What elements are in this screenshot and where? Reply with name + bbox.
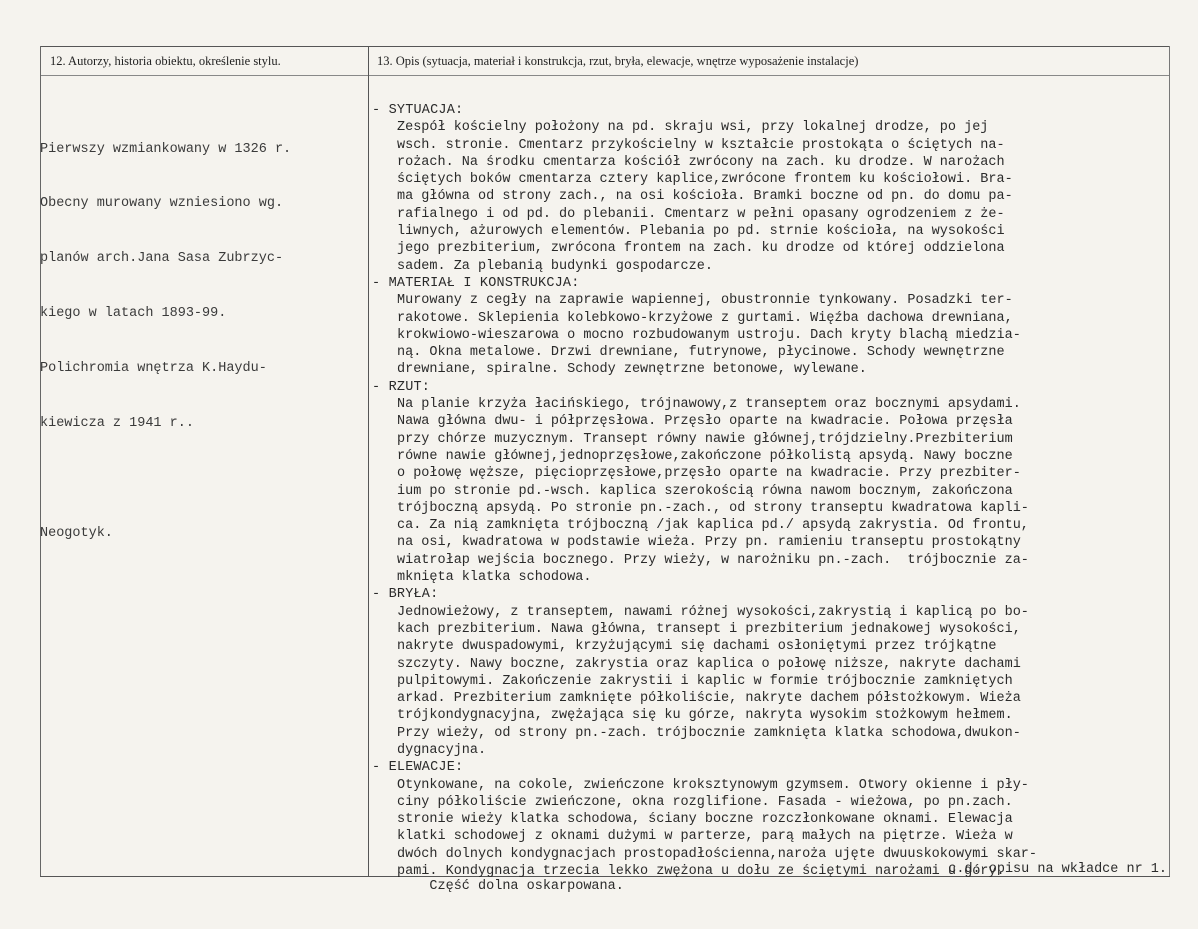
section-line: Jednowieżowy, z transeptem, nawami różnej wysokości,zakrystią i kaplicą po bo- xyxy=(397,604,1029,620)
section-line: równe nawie głównej,jednoprzęsłowe,zakończone półkolistą apsydą. Nawy boczne xyxy=(397,448,1013,464)
section-line: dygnacyjna. xyxy=(397,742,487,758)
field-12-header: 12. Autorzy, historia obiektu, określenie stylu. xyxy=(50,54,281,68)
section-line: wiatrołap wejścia bocznego. Przy wieży, w narożniku pn.-zach. trójbocznie za- xyxy=(397,552,1029,568)
footer-last-line: Część dolna oskarpowana. xyxy=(429,879,624,894)
section-line: arkad. Prezbiterium zamknięte półkoliście, nakryte dachem półstożkowym. Wieża xyxy=(397,691,1021,707)
section-line: Zespół kościelny położony na pd. skraju wsi, przy lokalnej drodze, po jej xyxy=(397,120,989,136)
section-line: rafialnego i od pd. do plebanii. Cmentarz w pełni opasany ogrodzeniem z że- xyxy=(397,206,1005,222)
spacer xyxy=(40,470,362,488)
section-line: ium po stronie pd.-wsch. kaplica szerokością równa nawom bocznym, zakończona xyxy=(397,483,1013,499)
footer xyxy=(397,861,1167,929)
history-line: kiego w latach 1893-99. xyxy=(40,306,227,322)
section-line: klatki schodowej z oknami dużymi w parterze, parą małych na piętrze. Wieża w xyxy=(397,829,1013,845)
field-13-header: 13. Opis (sytuacja, materiał i konstrukcja, rzut, bryła, elewacje, wnętrze wyposażenie instalacje) xyxy=(377,54,859,68)
history-line: planów arch.Jana Sasa Zubrzyc- xyxy=(40,251,284,267)
section-line: kach prezbiterium. Nawa główna, transept i prezbiterium jednakowej wysokości, xyxy=(397,621,1021,637)
section-title: - ELEWACJE: xyxy=(372,760,464,776)
section-line: Otynkowane, na cokole, zwieńczone kroksztynowym gzymsem. Otwory okienne i pły- xyxy=(397,777,1029,793)
section-line: rakotowe. Sklepienia kolebkowo-krzyżowe z gurtami. Więźba dachowa drewniana, xyxy=(397,310,1013,326)
section-line: trójboczną apsydą. Po stronie pn.-zach., od strony transeptu kwadratowa kapli- xyxy=(397,500,1029,516)
section-line: o połowę węższe, pięcioprzęsłowe,przęsło oparte na kwadracie. Przy prezbiter- xyxy=(397,466,1021,482)
top-rule xyxy=(40,46,1170,47)
header-rule xyxy=(40,75,1170,76)
section-title: - RZUT: xyxy=(372,379,431,395)
section-title: - SYTUACJA: xyxy=(372,103,464,118)
section-line: stronie wieży klatka schodowa, ściany boczne rozczłonkowane oknami. Elewacja xyxy=(397,812,1013,828)
section-line: mknięta klatka schodowa. xyxy=(397,570,592,586)
section-line: liwnych, ażurowych elementów. Plebania po pd. strnie kościoła, na wysokości xyxy=(397,224,1005,240)
section-title: - BRYŁA: xyxy=(372,587,439,603)
section-line: pami. Kondygnacja trzecia lekko zwężona u dołu ze ściętymi narożami u góry. xyxy=(397,864,1005,880)
column-divider xyxy=(368,46,369,876)
section-line: pulpitowymi. Zakończenie zakrystii i kaplic w formie trójbocznie zamkniętych xyxy=(397,673,1013,689)
continuation-note: c.d. opisu na wkładce nr 1. xyxy=(948,862,1167,877)
section-line: drewniane, spiralne. Schody zewnętrzne betonowe, wylewane. xyxy=(397,362,867,378)
section-line: wsch. stronie. Cmentarz przykościelny w kształcie prostokąta o ściętych na- xyxy=(397,137,1005,153)
section-line: przy chórze muzycznym. Transept równy nawie głównej,trójdzielny.Prezbiterium xyxy=(397,431,1013,447)
style-label: Neogotyk. xyxy=(40,525,113,541)
section-line: na osi, kwadratowa w podstawie wieża. Przy pn. ramieniu transeptu prostokątny xyxy=(397,535,1021,551)
history-line: Pierwszy wzmiankowany w 1326 r. xyxy=(40,141,292,157)
section-title: - MATERIAŁ I KONSTRUKCJA: xyxy=(372,275,580,291)
history-column xyxy=(40,104,362,579)
history-line: kiewicza z 1941 r.. xyxy=(40,416,194,432)
section-line: ca. Za nią zamknięta trójboczną /jak kaplica pd./ apsydą zakrystia. Od frontu, xyxy=(397,518,1029,534)
section-line: nakryte dwuspadowymi, krzyżującymi się dachami osłoniętymi przez trójkątne xyxy=(397,639,997,655)
section-line: ma główna od strony zach., na osi kościoła. Bramki boczne od pn. do domu pa- xyxy=(397,189,1013,205)
section-line: Murowany z cegły na zaprawie wapiennej, obustronnie tynkowany. Posadzki ter- xyxy=(397,293,1013,309)
section-line: Na planie krzyża łacińskiego, trójnawowy,z transeptem oraz bocznymi apsydami. xyxy=(397,397,1021,413)
section-line: krokwiowo-wieszarowa o mocno rozbudowanym ustroju. Dach kryty blachą miedzia- xyxy=(397,327,1021,343)
history-line: Polichromia wnętrza K.Haydu- xyxy=(40,361,267,377)
section-line: dwóch dolnych kondygnacjach prostopadłościenna,naroża ujęte dwuuskokowymi skar- xyxy=(397,846,1038,862)
section-line: trójkondygnacyjna, zwężająca się ku górze, nakryta wysokim stożkowym hełmem. xyxy=(397,708,1013,724)
section-line: Przy wieży, od strony pn.-zach. trójbocznie zamknięta klatka schodowa,dwukon- xyxy=(397,725,1021,741)
description-column xyxy=(372,102,1172,880)
section-line: sadem. Za plebanią budynki gospodarcze. xyxy=(397,258,713,274)
section-line: szczyty. Nawy boczne, zakrystia oraz kaplica o połowę niższe, nakryte dachami xyxy=(397,656,1021,672)
section-line: Nawa główna dwu- i półprzęsłowa. Przęsło oparte na kwadracie. Połowa przęsła xyxy=(397,414,1013,430)
section-line: rożach. Na środku cmentarza kościół zwrócony na zach. ku drodze. W narożach xyxy=(397,154,1005,170)
section-line: ciny półkoliście zwieńczone, okna rozglifione. Fasada - wieżowa, po pn.zach. xyxy=(397,794,1013,810)
section-line: ściętych boków cmentarza cztery kaplice,zwrócone frontem ku kościołowi. Bra- xyxy=(397,172,1013,188)
section-line: ną. Okna metalowe. Drzwi drewniane, futrynowe, płycinowe. Schody wewnętrzne xyxy=(397,345,1005,361)
section-line: jego prezbiterium, zwrócona frontem na zach. ku drodze od której oddzielona xyxy=(397,241,1005,257)
history-line: Obecny murowany wzniesiono wg. xyxy=(40,196,284,212)
